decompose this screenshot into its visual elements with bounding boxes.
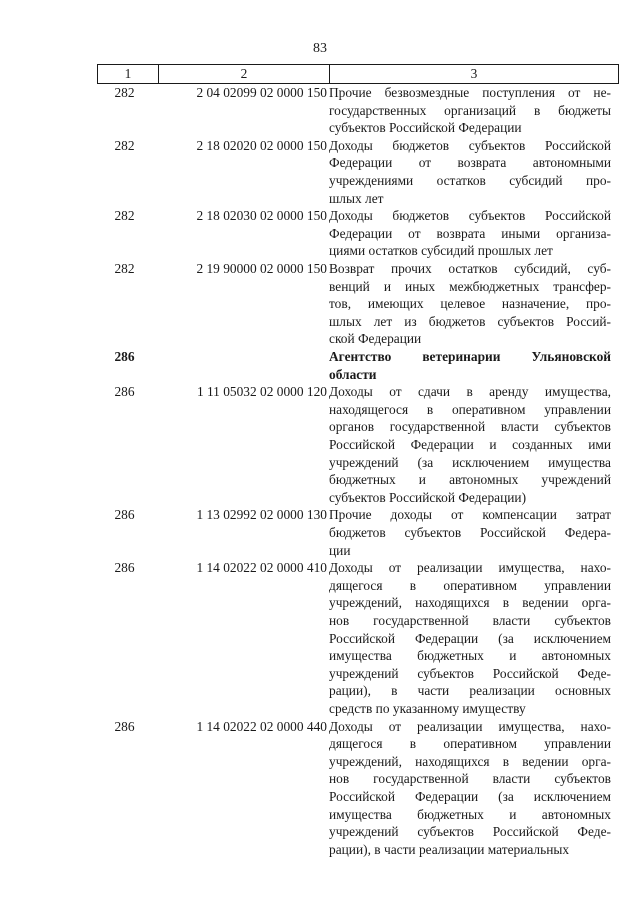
header-col-1: 1 <box>124 66 132 81</box>
description-line: ской Федерации <box>329 331 422 347</box>
description-line: имущества бюджетных и автономных <box>329 806 611 822</box>
agency-code: 286 <box>114 718 135 734</box>
agency-code: 282 <box>114 85 135 100</box>
description-line: Возврат прочих остатков субсидий, суб- <box>329 261 611 276</box>
description-line: учреждений субъектов Российской Феде- <box>329 824 611 840</box>
agency-code: 282 <box>114 137 135 153</box>
description-line: учреждений, находящихся в ведении орга- <box>329 753 611 769</box>
description-line: нов государственной власти субъектов <box>329 612 611 628</box>
description-line: органов государственной власти субъектов <box>329 419 611 435</box>
description-line: Российской Федерации (за исключением <box>329 788 611 804</box>
description-line: Доходы бюджетов субъектов Российской <box>329 137 611 153</box>
page-number: 83 <box>313 41 327 56</box>
description-line: венций и иных межбюджетных трансфер- <box>329 278 611 294</box>
budget-classification-code: 1 14 02022 02 0000 410 <box>196 560 327 576</box>
description-line: Доходы от реализации имущества, нахо- <box>329 718 611 734</box>
income-description <box>329 84 611 137</box>
description-line: бюджетных и автономных учреждений <box>329 472 611 488</box>
description-line: циями остатков субсидий прошлых лет <box>329 243 553 259</box>
budget-classification-code: 1 13 02992 02 0000 130 <box>196 507 327 523</box>
description-line: Доходы от сдачи в аренду имущества, <box>329 384 611 400</box>
description-line: учреждениями остатков субсидий про- <box>329 172 611 188</box>
agency-code: 286 <box>114 349 135 364</box>
income-description <box>329 506 611 559</box>
description-line: Российской Федерации и созданных ими <box>329 436 611 452</box>
description-line: нов государственной власти субъектов <box>329 771 611 787</box>
description-line: Доходы от реализации имущества, нахо- <box>329 560 611 576</box>
budget-classification-code: 2 18 02030 02 0000 150 <box>196 208 327 224</box>
income-description <box>329 207 611 260</box>
description-line: дящегося в оперативном управлении <box>329 736 611 752</box>
description-line: шлых лет из бюджетов субъектов Россий- <box>329 313 611 329</box>
agency-code: 282 <box>114 208 135 224</box>
description-line: Прочие доходы от компенсации затрат <box>329 507 611 523</box>
header-col-3: 3 <box>470 66 478 81</box>
description-line: учреждений, находящихся в ведении орга- <box>329 595 611 611</box>
description-line: шлых лет <box>329 190 384 206</box>
agency-code: 282 <box>114 261 135 276</box>
description-line: тов, имеющих целевое назначение, про- <box>329 296 611 312</box>
description-line: учреждений (за исключением имущества <box>329 454 611 470</box>
description-line: субъектов Российской Федерации) <box>329 489 527 505</box>
header-col-2: 2 <box>240 66 248 81</box>
description-line: бюджетов субъектов Российской Федера- <box>329 524 611 540</box>
description-line: имущества бюджетных и автономных <box>329 648 611 664</box>
description-line: рации), в части реализации основных <box>329 683 611 699</box>
income-description <box>329 137 611 207</box>
budget-classification-code: 2 18 02020 02 0000 150 <box>196 137 327 153</box>
description-line: рации), в части реализации материальных <box>329 841 570 857</box>
description-line: находящегося в оперативном управлении <box>329 401 611 417</box>
budget-classification-code: 2 04 02099 02 0000 150 <box>196 85 327 100</box>
description-line: Прочие безвозмездные поступления от не- <box>329 85 611 100</box>
table-header-row <box>97 64 619 84</box>
agency-code: 286 <box>114 507 135 523</box>
description-line: государственных организаций в бюджеты <box>329 102 611 118</box>
description-line: Федерации от возврата автономными <box>329 155 611 171</box>
description-line: Агентство ветеринарии Ульяновской <box>329 349 611 364</box>
income-description <box>329 348 611 383</box>
description-line: области <box>329 366 377 382</box>
income-description <box>329 559 611 717</box>
income-description <box>329 383 611 506</box>
agency-code: 286 <box>114 560 135 576</box>
description-line: учреждений субъектов Российской Феде- <box>329 665 611 681</box>
description-line: Доходы бюджетов субъектов Российской <box>329 208 611 224</box>
budget-classification-code: 1 14 02022 02 0000 440 <box>196 718 327 734</box>
income-description <box>329 718 611 859</box>
description-line: Федерации от возврата иными организа- <box>329 225 611 241</box>
income-description <box>329 260 611 348</box>
description-line: субъектов Российской Федерации <box>329 120 522 136</box>
description-line: дящегося в оперативном управлении <box>329 577 611 593</box>
budget-classification-code: 1 11 05032 02 0000 120 <box>196 384 327 400</box>
agency-code: 286 <box>114 384 135 400</box>
description-line: ции <box>329 542 351 558</box>
description-line: Российской Федерации (за исключением <box>329 630 611 646</box>
budget-classification-code: 2 19 90000 02 0000 150 <box>196 261 327 276</box>
description-line: средств по указанному имуществу <box>329 700 526 716</box>
